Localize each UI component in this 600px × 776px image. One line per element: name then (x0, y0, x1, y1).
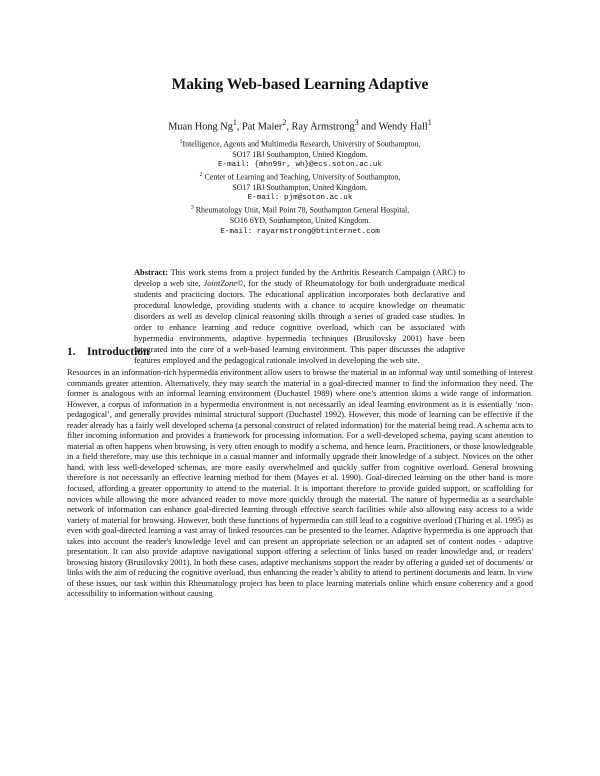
author-affiliation-marker: 3 (354, 118, 359, 127)
body-paragraph: Resources in an information-rich hypermedia environment allow users to browse the material in an informal way until something of interest commands greater attention. Alternatively, they may search the material in a goal-directed manner to find the information they need. The former is analogous with an informal learning environment (Duchastel 1989) where one’s attention skims a wide range of information. However, a corpus of information in a hypermedia environment is not necessarily an ideal learning environment as it is essentially ‘non-pedagogical’, and generally provides minimal structural support (Duchastel 1992). However, this mode of learning can be effective if the reader already has a fairly well developed schema (a personal construct of related information) for the material being read. A schema acts to filter incoming information and provides a framework for processing information. For a well-developed schema, paying scant attention to material as often happens when browsing, is very often enough to modify a schema, and hence learn. Practitioners, or those knowledgeable in a field therefore, may use this technique in a casual manner and informally upgrade their knowledge of a subject. Novices on the other hand, with less well-developed schemas, are more easily overwhelmed and quickly suffer from cognitive overload. General browsing therefore is not necessarily an effective learning method for them (Mayes et al. 1990). Goal-directed learning on the other hand is more focused, affording a greater opportunity to attend to the material. It is important therefore to provide guided support, or scaffolding for novices while allowing the more advanced reader to move more quickly through the material. The nature of hypermedia as a searchable network of information can enhance goal-directed learning through effective search facilities while also allowing easy access to a wide variety of material for browsing. However, both these functions of hypermedia can still lead to a cognitive overload (Thuring et al. 1995) as even with goal-directed learning a vast array of linked resources can be presented to the learner. Adaptive hypermedia is one approach that takes into account the reader's knowledge level and can present an appropriate selection or an adapted set of content nodes - adaptive presentation. It can also provide adaptive navigational support offering a selection of links based on reader knowledge and, or readers' browsing history (Brusilovsky 2001). In both these cases, adaptive mechanisms support the reader by offering a guided set of documents/ or links with the aim of reducing the cognitive overload, thus enhancing the reader’s ability to attend to pertinent documents and learn. In view of these issues, our task within this Rheumatology project has been to place learning materials online which ensure coherency and a good accessibility to information without causing (67, 368, 533, 599)
abstract-label: Abstract: (134, 268, 168, 277)
paper-title: Making Web-based Learning Adaptive (171, 76, 429, 93)
author-separator: , (286, 121, 292, 133)
affiliation-marker: 2 (199, 172, 203, 179)
section-title: Introduction (87, 346, 150, 358)
author-name: Muan Hong Ng (168, 121, 233, 133)
author-affiliation-marker: 1 (427, 118, 432, 127)
affiliation-marker: 3 (190, 205, 194, 212)
author-name: Pat Maier (242, 121, 283, 133)
author-separator: , (236, 121, 243, 133)
abstract-text: This work stems from a project funded by the Arthritis Research Campaign (ARC) to develop a web site, (134, 268, 465, 289)
section-number: 1. (67, 346, 76, 358)
author-affiliation-marker: 2 (282, 118, 287, 127)
abstract-text: , for the study of Rheumatology for both undergraduate medical students and practicing doctors. The educational application incorporates both declarative and procedural knowledge, providing students with a chance to acquire knowledge on rheumatic disorders as well as develop clinical reasoning skills through a series of graded case studies. In order to enhance learning and reduce cognitive overload, which can be associated with hypermedia environments, adaptive hypermedia techniques (Brusilovsky 2001) have been integrated into the core of a web-based learning environment. This paper discusses the adaptive features employed and the pedagogical rationale involved in developing the web site. (134, 279, 465, 366)
affiliation-line: $^2$ Center of Learning and Teaching, University of Southampton, (199, 172, 401, 182)
affiliation-email: E-mail: {mhn99r, wh}@ecs.soton.ac.uk (217, 161, 383, 170)
affiliation-line: $^1$Intelligence, Agents and Multimedia Research, University of Southampton, (179, 139, 421, 149)
affiliations (0, 137, 600, 237)
section-heading (67, 346, 149, 358)
author-list (0, 118, 600, 132)
author-affiliation-marker: 1 (232, 118, 237, 127)
affiliation-line: SO16 6YD, Southampton, United Kingdom. (229, 216, 371, 226)
author-separator: and (358, 121, 379, 133)
affiliation-line: SO17 1BJ Southampton, United Kingdom. (232, 149, 368, 159)
affiliation-line: $^3$ Rheumatology Unit, Mail Point 78, Southampton General Hospital, (190, 205, 410, 216)
abstract (134, 267, 465, 366)
author-name: Ray Armstrong (291, 121, 355, 133)
affiliation-line: SO17 1BJ Southampton, United Kingdom. (232, 183, 368, 193)
affiliation-email: E-mail: rayarmstrong@btinternet.com (220, 227, 380, 236)
site-name: JointZone© (203, 279, 244, 289)
affiliation-email: E-mail: pjm@soton.ac.uk (247, 194, 353, 203)
affiliation-marker: 1 (179, 139, 183, 145)
author-name: Wendy Hall (378, 121, 428, 133)
